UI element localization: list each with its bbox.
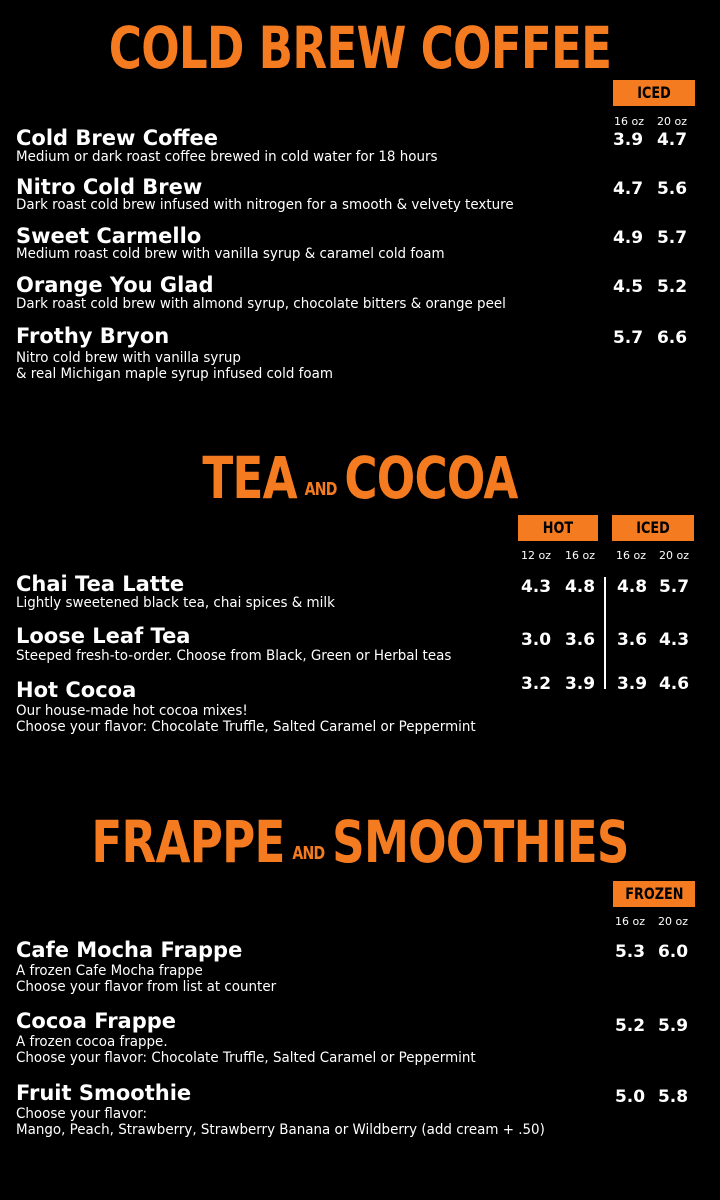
item-description: Dark roast cold brew with almond syrup, chocolate bitters & orange peel xyxy=(16,296,506,312)
size-label: 20 oz xyxy=(659,549,689,562)
price-16oz: 5.3 xyxy=(614,942,646,962)
price-iced-20oz: 4.6 xyxy=(658,674,690,694)
price-16oz: 4.7 xyxy=(612,179,644,199)
frozen-badge: FROZEN xyxy=(613,881,695,907)
item-name: Sweet Carmello xyxy=(16,224,202,248)
section-title-cold-brew: COLD BREW COFFEE xyxy=(108,14,612,82)
item-name: Loose Leaf Tea xyxy=(16,624,191,648)
price-20oz: 4.7 xyxy=(656,130,688,150)
item-name: Cold Brew Coffee xyxy=(16,126,219,150)
price-16oz: 5.0 xyxy=(614,1087,646,1107)
size-label: 16 oz xyxy=(615,915,645,928)
price-hot-12oz: 4.3 xyxy=(520,577,552,597)
price-20oz: 6.6 xyxy=(656,328,688,348)
price-16oz: 3.9 xyxy=(612,130,644,150)
price-iced-20oz: 5.7 xyxy=(658,577,690,597)
size-label: 12 oz xyxy=(521,549,551,562)
price-hot-16oz: 3.9 xyxy=(564,674,596,694)
item-name: Cocoa Frappe xyxy=(16,1009,177,1033)
price-20oz: 6.0 xyxy=(657,942,689,962)
iced-badge: ICED xyxy=(613,80,695,106)
size-label: 16 oz xyxy=(565,549,595,562)
price-hot-16oz: 4.8 xyxy=(564,577,596,597)
price-iced-16oz: 3.9 xyxy=(616,674,648,694)
item-description: A frozen cocoa frappe. Choose your flavor: Chocolate Truffle, Salted Caramel or Peppermint xyxy=(16,1034,476,1066)
iced-badge: ICED xyxy=(612,515,694,541)
item-name: Nitro Cold Brew xyxy=(16,175,203,199)
item-description: Lightly sweetened black tea, chai spices & milk xyxy=(16,595,335,611)
item-description: Nitro cold brew with vanilla syrup & real Michigan maple syrup infused cold foam xyxy=(16,350,333,382)
item-description: A frozen Cafe Mocha frappe Choose your flavor from list at counter xyxy=(16,963,277,995)
section-title-tea-cocoa: TEA AND COCOA xyxy=(202,444,518,512)
item-name: Frothy Bryon xyxy=(16,324,170,348)
size-label: 20 oz xyxy=(658,915,688,928)
item-description: Dark roast cold brew infused with nitrogen for a smooth & velvety texture xyxy=(16,197,514,213)
item-description: Medium or dark roast coffee brewed in cold water for 18 hours xyxy=(16,149,438,165)
section-title-frappe-smoothies: FRAPPE AND SMOOTHIES xyxy=(91,808,629,876)
price-iced-16oz: 4.8 xyxy=(616,577,648,597)
column-divider xyxy=(604,577,606,689)
price-16oz: 5.2 xyxy=(614,1016,646,1036)
price-iced-20oz: 4.3 xyxy=(658,630,690,650)
price-hot-12oz: 3.0 xyxy=(520,630,552,650)
price-20oz: 5.8 xyxy=(657,1087,689,1107)
item-name: Cafe Mocha Frappe xyxy=(16,938,243,962)
price-hot-16oz: 3.6 xyxy=(564,630,596,650)
price-iced-16oz: 3.6 xyxy=(616,630,648,650)
item-description: Our house-made hot cocoa mixes! Choose your flavor: Chocolate Truffle, Salted Caramel or Peppermint xyxy=(16,703,476,735)
item-description: Medium roast cold brew with vanilla syrup & caramel cold foam xyxy=(16,246,445,262)
size-label: 16 oz xyxy=(616,549,646,562)
price-20oz: 5.9 xyxy=(657,1016,689,1036)
price-20oz: 5.2 xyxy=(656,277,688,297)
item-name: Hot Cocoa xyxy=(16,678,137,702)
item-description: Steeped fresh-to-order. Choose from Black, Green or Herbal teas xyxy=(16,648,452,664)
hot-badge: HOT xyxy=(518,515,598,541)
size-label: 16 oz xyxy=(614,115,644,128)
price-16oz: 4.5 xyxy=(612,277,644,297)
price-20oz: 5.7 xyxy=(656,228,688,248)
price-hot-12oz: 3.2 xyxy=(520,674,552,694)
price-16oz: 5.7 xyxy=(612,328,644,348)
price-20oz: 5.6 xyxy=(656,179,688,199)
item-name: Orange You Glad xyxy=(16,273,214,297)
price-16oz: 4.9 xyxy=(612,228,644,248)
item-name: Chai Tea Latte xyxy=(16,572,185,596)
size-label: 20 oz xyxy=(657,115,687,128)
item-description: Choose your flavor: Mango, Peach, Strawberry, Strawberry Banana or Wildberry (add cream + .50) xyxy=(16,1106,545,1138)
item-name: Fruit Smoothie xyxy=(16,1081,192,1105)
